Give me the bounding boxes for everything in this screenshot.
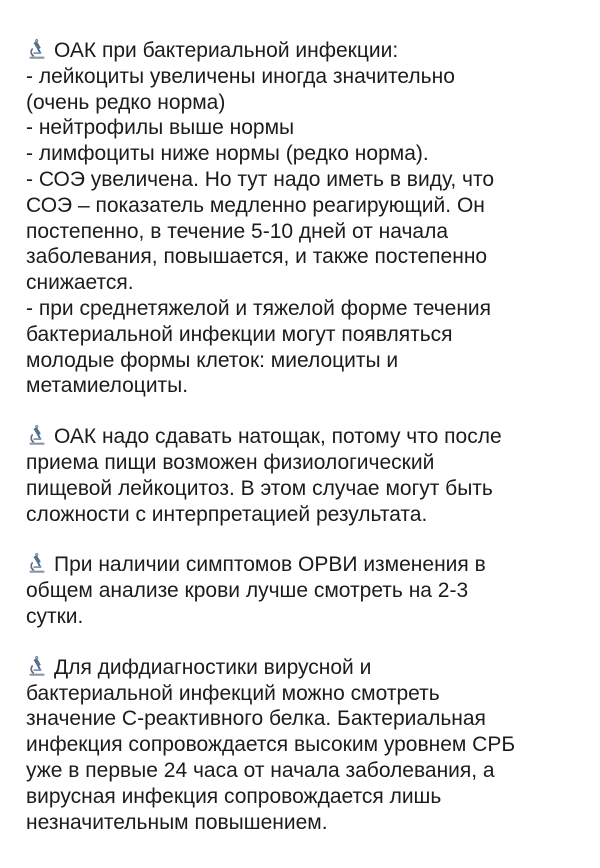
paragraph-line: приема пищи возможен физиологический [26, 450, 435, 474]
paragraph-orvi [26, 552, 574, 629]
paragraph-line: Для дифдиагностики вирусной и [26, 655, 574, 681]
paragraph-line: При наличии симптомов ОРВИ изменения в [26, 552, 574, 578]
microscope-icon [26, 552, 48, 574]
paragraph-line: уже в первые 24 часа от начала заболевания, а [26, 758, 495, 782]
paragraph-line: - СОЭ увеличена. Но тут надо иметь в виду, что [26, 167, 495, 191]
paragraph-line: снижается. [26, 271, 134, 295]
paragraph-line: заболевания, повышается, и также постепенно [26, 245, 488, 269]
paragraph-line: - при среднетяжелой и тяжелой форме течения [26, 296, 492, 320]
paragraph-line: сложности с интерпретацией результата. [26, 502, 428, 526]
paragraph-line: бактериальной инфекций можно смотреть [26, 681, 440, 705]
paragraph-line: незначительным повышением. [26, 810, 328, 834]
paragraph-line: сутки. [26, 604, 84, 628]
paragraph-fasting [26, 424, 574, 527]
paragraph-line: вирусная инфекция сопровождается лишь [26, 784, 442, 808]
paragraph-line: общем анализе крови лучше смотреть на 2-3 [26, 579, 469, 603]
microscope-icon [26, 424, 48, 446]
paragraph-line: - нейтрофилы выше нормы [26, 116, 295, 140]
paragraph-line: бактериальной инфекции могут появляться [26, 322, 453, 346]
paragraph-line: - лейкоциты увеличены иногда значительно [26, 64, 455, 88]
paragraph-line: метамиелоциты. [26, 374, 189, 398]
paragraph-line: - лимфоциты ниже нормы (редко норма). [26, 142, 429, 166]
microscope-icon [26, 38, 48, 60]
paragraph-bacterial-cbc [26, 38, 574, 399]
paragraph-line: (очень редко норма) [26, 90, 226, 114]
paragraph-line: ОАК при бактериальной инфекции: [26, 38, 574, 64]
paragraph-crp [26, 655, 574, 836]
microscope-icon [26, 655, 48, 677]
paragraph-line: значение С-реактивного белка. Бактериальная [26, 707, 486, 731]
paragraph-line: ОАК надо сдавать натощак, потому что после [26, 424, 574, 450]
paragraph-line: инфекция сопровождается высоким уровнем СРБ [26, 733, 516, 757]
paragraph-line: пищевой лейкоцитоз. В этом случае могут быть [26, 476, 493, 500]
paragraph-line: постепенно, в течение 5-10 дней от начала [26, 219, 449, 243]
paragraph-line: молодые формы клеток: миелоциты и [26, 348, 399, 372]
paragraph-line: СОЭ – показатель медленно реагирующий. Он [26, 193, 485, 217]
